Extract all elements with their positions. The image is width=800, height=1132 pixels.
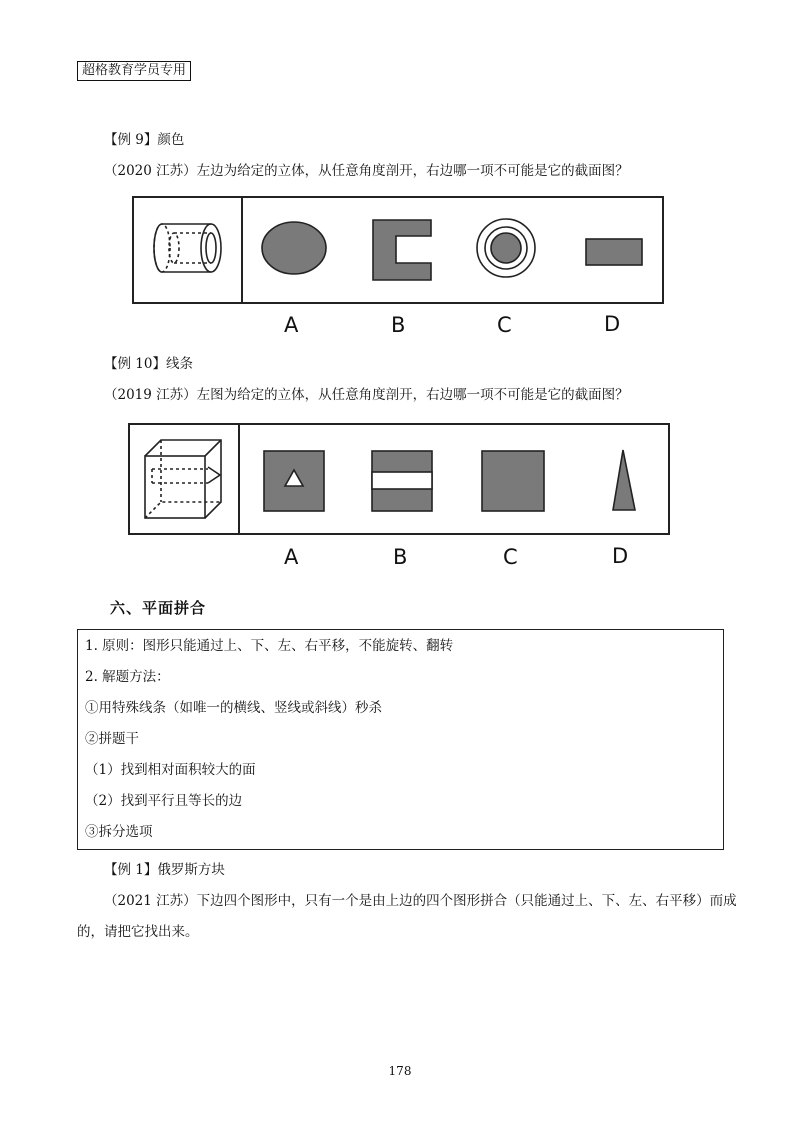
- option-b-shape: [372, 451, 432, 511]
- option-c-shape: [477, 219, 535, 277]
- example10-option-b: B: [393, 545, 408, 569]
- example9-option-d: D: [604, 312, 621, 336]
- example9-figure-drawing: [134, 198, 662, 302]
- example9-option-b: B: [391, 313, 406, 337]
- method-line-6: （2）找到平行且等长的边: [85, 793, 243, 809]
- method-line-5: （1）找到相对面积较大的面: [85, 762, 256, 778]
- example9-option-c: C: [497, 313, 512, 337]
- example10-title: 【例 10】线条: [104, 356, 193, 372]
- example10-figure: [128, 423, 670, 535]
- method-line-7: ③拆分选项: [85, 824, 153, 840]
- example10-question: （2019 江苏）左图为给定的立体，从任意角度剖开，右边哪一项不可能是它的截面图？: [104, 387, 629, 403]
- page-number: 178: [388, 1064, 412, 1078]
- example10-option-d: D: [612, 544, 629, 568]
- example10-figure-drawing: [130, 425, 668, 533]
- method-line-1: 1. 原则：图形只能通过上、下、左、右平移，不能旋转、翻转: [85, 638, 454, 654]
- example10-option-a: A: [284, 545, 299, 569]
- option-d-shape: [613, 450, 635, 510]
- cube-with-prism-icon: [145, 440, 221, 518]
- option-c-shape: [482, 451, 544, 511]
- method-line-2: 2. 解题方法：: [85, 669, 170, 685]
- example9-figure: [132, 196, 664, 304]
- method-line-3: ①用特殊线条（如唯一的横线、竖线或斜线）秒杀: [85, 700, 382, 716]
- example10-option-c: C: [503, 545, 518, 569]
- option-a-shape: [264, 451, 324, 511]
- option-d-shape: [586, 239, 642, 265]
- method-line-4: ②拼题干: [85, 731, 139, 747]
- example1-question-line2: 的，请把它找出来。: [77, 924, 199, 940]
- option-a-shape: [262, 222, 326, 274]
- section6-title: 六、平面拼合: [110, 599, 207, 617]
- hollow-cylinder-icon: [154, 224, 221, 272]
- example9-option-a: A: [284, 313, 299, 337]
- header-tag: 超格教育学员专用: [77, 61, 191, 81]
- example1-title: 【例 1】俄罗斯方块: [104, 862, 225, 878]
- method-box: [77, 629, 724, 850]
- example1-question-line1: （2021 江苏）下边四个图形中，只有一个是由上边的四个图形拼合（只能通过上、下、左、右平移）而成: [104, 893, 737, 909]
- option-b-shape: [373, 220, 431, 280]
- example9-title: 【例 9】颜色: [104, 132, 185, 148]
- example9-question: （2020 江苏）左边为给定的立体，从任意角度剖开，右边哪一项不可能是它的截面图？: [104, 163, 629, 179]
